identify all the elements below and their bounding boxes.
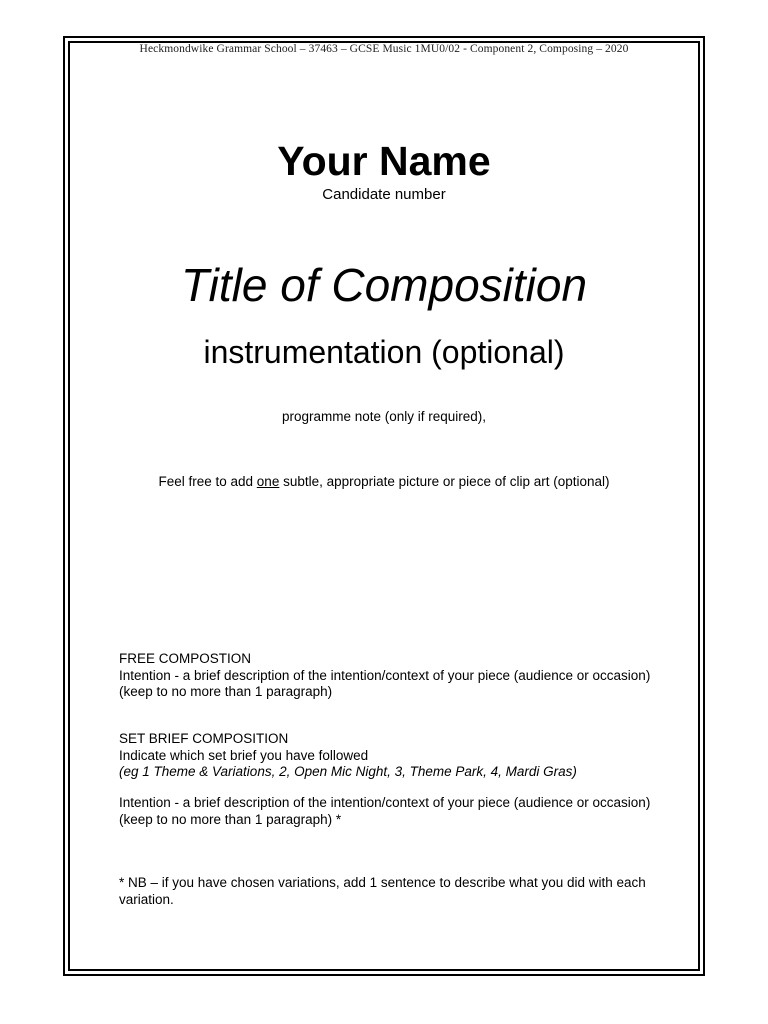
- clip-art-text-before: Feel free to add: [158, 474, 257, 489]
- free-composition-section: [119, 651, 709, 701]
- programme-note: programme note (only if required),: [281, 409, 487, 424]
- free-heading: FREE COMPOSTION: [119, 651, 252, 666]
- set-brief-intention2: (keep to no more than 1 paragraph) *: [119, 811, 342, 827]
- clip-art-underlined: one: [256, 474, 280, 489]
- set-brief-line1: Indicate which set brief you have followed: [119, 747, 369, 763]
- free-line1: Intention - a brief description of the intention/context of your piece (audience or occasion): [119, 667, 651, 683]
- instrumentation-line: instrumentation (optional): [203, 334, 565, 370]
- set-brief-intention1: Intention - a brief description of the intention/context of your piece (audience or occasion): [119, 795, 651, 810]
- free-line2: (keep to no more than 1 paragraph): [119, 684, 333, 699]
- composition-title: Title of Composition: [180, 259, 588, 311]
- set-brief-section: [119, 731, 709, 781]
- set-brief-example: (eg 1 Theme & Variations, 2, Open Mic Night, 3, Theme Park, 4, Mardi Gras): [119, 764, 577, 779]
- your-name-heading: Your Name: [277, 138, 491, 184]
- set-brief-intention: [119, 795, 709, 828]
- nb-line2: variation.: [119, 891, 174, 907]
- clip-art-note: [0, 474, 768, 489]
- nb-line1: * NB – if you have chosen variations, add 1 sentence to describe what you did with each: [119, 875, 646, 890]
- candidate-number: Candidate number: [322, 186, 446, 203]
- set-brief-heading: SET BRIEF COMPOSITION: [119, 731, 289, 746]
- clip-art-text-after: subtle, appropriate picture or piece of clip art (optional): [279, 474, 610, 489]
- nb-note: [119, 875, 709, 908]
- document-header: Heckmondwike Grammar School – 37463 – GCSE Music 1MU0/02 - Component 2, Composing – 2020: [139, 43, 629, 55]
